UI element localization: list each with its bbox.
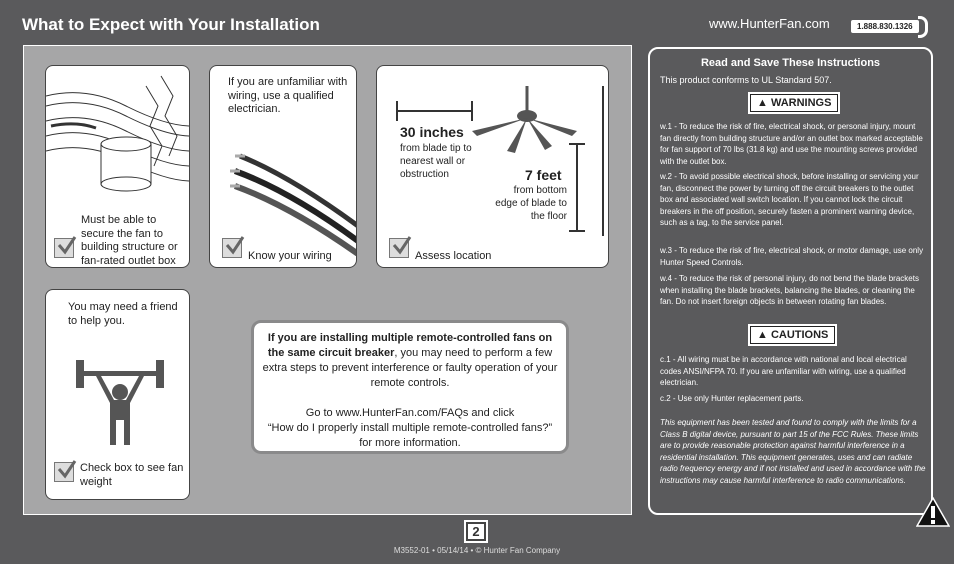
ul-standard: This product conforms to UL Standard 507.: [660, 75, 832, 85]
safety-title: Read and Save These Instructions: [700, 57, 881, 69]
ceiling-joist-illustration: [46, 66, 190, 216]
weight-note: You may need a friend to help you.: [68, 301, 178, 327]
caution-triangle-icon: ▲: [757, 329, 768, 341]
warning-w3: w.3 - To reduce the risk of fire, electrical shock, or motor damage, use only Hunter Speed Controls.: [660, 246, 924, 267]
notice-quote: “How do I properly install multiple remote-controlled fans?” for more information.: [267, 422, 553, 449]
checkmark-icon: [57, 235, 77, 255]
person-lifting-icon: [46, 345, 190, 455]
phone-handset-icon: [918, 16, 928, 38]
clearance-desc: from blade tip to nearest wall or obstruction: [400, 143, 472, 180]
warning-w1: w.1 - To reduce the risk of fire, electrical shock, or personal injury, mount fan directly from building structure and/or an outlet box marked acceptable for fan support of 70 lbs (31.8 kg) and use the mounting screws provided with the outlet box.: [660, 122, 923, 166]
warning-triangle-icon: ▲: [757, 97, 768, 109]
safety-panel: [648, 47, 933, 515]
height-value: 7 feet: [525, 167, 562, 183]
warning-w2: w.2 - To avoid possible electrical shock, before installing or servicing your fan, disconnect the power by turning off the circuit breakers to the outlet box and associated wall switch location. If you cannot lock the circuit breakers in the off position, securely fasten a prominent warning device, such as a tag, to the service panel.: [660, 172, 919, 227]
notice-goto: Go to www.HunterFan.com/FAQs and click: [305, 407, 515, 419]
checkmark-icon: [225, 235, 245, 255]
fcc-statement: This equipment has been tested and found to comply with the limits for a Class B digital device, pursuant to part 15 of the FCC Rules. These limits are to provide reasonable protection against harmful interference in a residential installation. This equipment generates, uses and can radiate radio frequency energy and if not installed and used in accordance with the instructions may cause harmful interference to radio communications.: [660, 418, 926, 485]
notice-bold: If you are installing multiple remote-controlled fans on the same circuit breaker: [267, 332, 553, 359]
notice-rest: , you may need to perform a few extra steps to prevent interference or faulty operation of your remote controls.: [262, 347, 558, 389]
cautions-badge: [750, 326, 835, 344]
phone-number: 1.888.830.1326: [851, 20, 919, 33]
page-number: 2: [466, 522, 486, 541]
wiring-checkbox[interactable]: [222, 238, 242, 258]
weight-checkbox[interactable]: [54, 462, 74, 482]
cautions-label: CAUTIONS: [770, 329, 829, 341]
wiring-note: If you are unfamiliar with wiring, use a qualified electrician.: [228, 76, 348, 115]
caution-c1: c.1 - All wiring must be in accordance with national and local electrical codes ANSI/NFPA 70. If you are unfamiliar with wiring, use a qualified electrician.: [660, 355, 907, 387]
checkmark-icon: [392, 235, 412, 255]
location-label: Assess location: [415, 250, 492, 262]
caution-c2: c.2 - Use only Hunter replacement parts.: [660, 394, 804, 403]
wiring-label: Know your wiring: [248, 250, 332, 262]
website-link[interactable]: www.HunterFan.com: [709, 16, 830, 31]
warnings-badge: [750, 94, 838, 112]
location-checkbox[interactable]: [389, 238, 409, 258]
warnings-label: WARNINGS: [770, 97, 832, 109]
structure-checkbox[interactable]: [54, 238, 74, 258]
weight-label: Check box to see fan weight: [80, 462, 184, 488]
card-location: [376, 65, 609, 268]
remote-interference-notice: [251, 320, 569, 454]
clearance-value: 30 inches: [400, 124, 464, 140]
footer-code: M3552-01 • 05/14/14 • © Hunter Fan Company: [393, 546, 561, 555]
structure-text: Must be able to secure the fan to building structure or fan-rated outlet box: [81, 214, 178, 267]
alert-triangle-icon: [916, 497, 950, 527]
notice-paragraph: [262, 331, 558, 391]
card-structure: [45, 65, 190, 268]
height-desc: from bottom edge of blade to the floor: [495, 185, 567, 222]
card-weight: [45, 289, 190, 500]
card-wiring: [209, 65, 357, 268]
warning-w4: w.4 - To reduce the risk of personal injury, do not bend the blade brackets when installing the blade brackets, balancing the blades, or cleaning the fan. Do not insert foreign objects in between rotating fan blades.: [660, 274, 919, 306]
page-title: What to Expect with Your Installation: [22, 15, 320, 34]
checkmark-icon: [57, 459, 77, 479]
